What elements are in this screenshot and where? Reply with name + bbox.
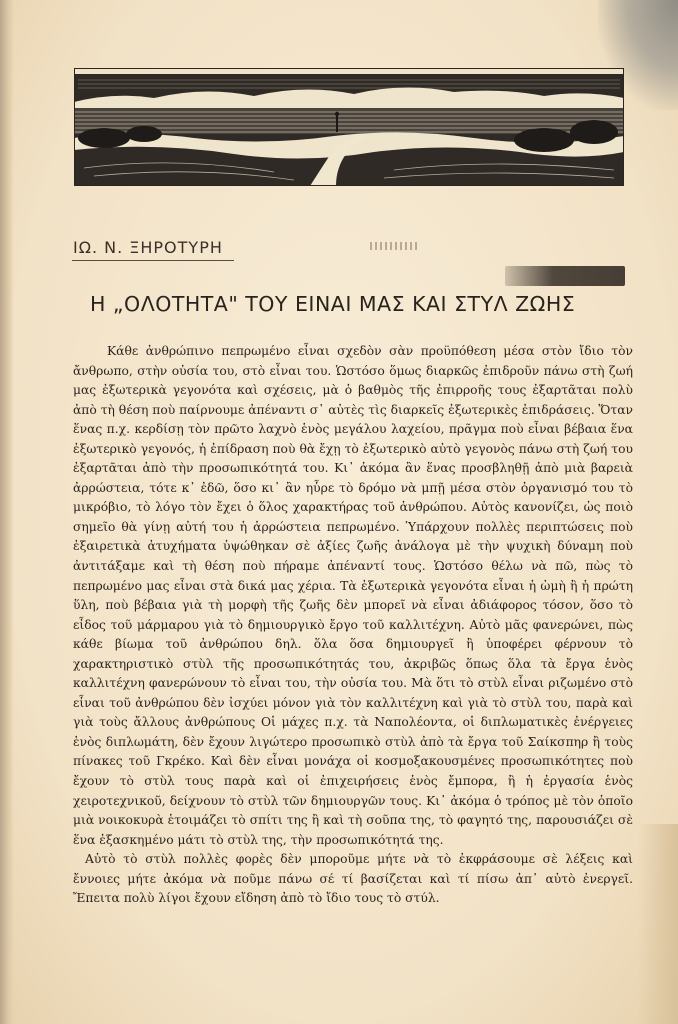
- author-underline: [72, 260, 234, 261]
- article-author: ΙΩ. Ν. ΞΗΡΟΤΥΡΗ: [73, 238, 223, 257]
- article-title: Η „ΟΛΟΤΗΤΑ" ΤΟΥ ΕΙΝΑΙ ΜΑΣ ΚΑΙ ΣΤΥΛ ΖΩΗΣ: [90, 292, 576, 316]
- article-body: [73, 342, 633, 909]
- page-edge-shadow: [0, 0, 14, 1024]
- ink-smudge: [505, 266, 625, 286]
- paragraph: Κάθε ἀνθρώπινο πεπρωμένο εἶναι σχεδὸν σὰν προϋπόθεση μέσα στὸν ἴδιο τὸν ἄνθρωπο, στὴν οὐσία του, στὸ εἶναι του. Ὡστόσο ὅμως διαρκῶς ἐπιδροῦν πάνω στὴ ζωή μας ἐξωτερικὰ γεγονότα καὶ σχέσεις, μὰ ὁ βαθμὸς τῆς ἐπιρροῆς τους ἐξαρτᾶται πολὺ ἀπὸ τὴ θέση ποὺ παίρνουμε ἀπέναντι σ᾽ αὐτὲς τὶς διαρκεῖς ἐξωτερικὲς ἐπιδράσεις. Ὅταν ἕνας π.χ. κερδίσῃ τὸν πρῶτο λαχνὸ ἑνὸς μεγάλου λαχείου, πρᾶγμα ποὺ εἶναι βέβαια ἕνα ἐξωτερικὸ γεγονός, ἡ ἐπίδραση ποὺ θὰ ἔχῃ τὸ ἐξωτερικὸ αὐτὸ γεγονὸς πάνω στὴ ζωή του ἐξαρτᾶται ἀπὸ τὴν προσωπικότητά του. Κι᾽ ἀκόμα ἂν ἕνας προσβληθῇ ἀπὸ μιὰ βαρειὰ ἀρρώστεια, τότε κ᾽ ἐδῶ, ὅσο κι᾽ ἂν ηὗρε τὸ δρόμο νὰ μπῇ μέσα στὸν ὀργανισμό του τὸ μικρόβιο, τὸ λόγο τὸν ἔχει ὁ ὅλος χαρακτήρας τοῦ ἀνθρώπου. Αὐτὸς κανονίζει, ὡς ποιὸ σημεῖο θὰ γίνῃ αὐτή του ἡ ἀρρώστεια πεπρωμένο. Ὑπάρχουν πολλὲς περιπτώσεις ποὺ ἐξαιρετικὰ ἀτυχήματα ὑψώθηκαν σὲ ἀξίες ζωῆς ἀνάλογα μὲ τὴν ψυχικὴ δύναμη ποὺ ἀντιτάξαμε καὶ τὴ θέση ποὺ πήραμε ἀπέναντί τους. Ὡστόσο θέλω νὰ πῶ, πὼς τὸ πεπρωμένο μας εἶναι στὰ δικά μας χέρια. Τὰ ἐξωτερικὰ γεγονότα εἶναι ἡ ὠμὴ ἢ ἡ πρώτη ὕλη, ποὺ βέβαια γιὰ τὴ μορφὴ τῆς ζωῆς δὲν μπορεῖ νὰ εἶναι ἀδιάφορος τόσον, ὅσο τὸ εἶδος τοῦ μάρμαρου γιὰ τὸ δημιουργικὸ ἔργο τοῦ καλλιτέχνη. Αὐτὸ μᾶς φανερώνει, πὼς κάθε βίωμα τοῦ ἀνθρώπου δηλ. ὅλα ὅσα δημιουργεῖ ἢ ὑποφέρει φέρνουν τὸ χαρακτηριστικὸ στὺλ τῆς προσωπικότητάς του, ἀκριβῶς ὅπως ὅλα τὰ ἔργα ἑνὸς καλλιτέχνη φανερώνουν τὸ εἶναι του, τὴν οὐσία του. Μὰ ὅτι τὸ στὺλ εἶναι ριζωμένο στὸ εἶναι τοῦ ἀνθρώπου δὲν ἰσχύει μόνον γιὰ τὸν καλλιτέχνη καὶ γιὰ τὸ στὺλ του, παρὰ καὶ γιὰ τοὺς ἄλλους ἀνθρώπους Οἱ μάχες π.χ. τὰ Ναπολέοντα, οἱ διπλωματικὲς ἐνέργειες ἑνὸς διπλωμάτη, δὲν ἔχουν λιγώτερο προσωπικὸ στὺλ ἀπὸ τὰ ἔργα τοῦ Σαίκσπηρ ἢ τοὺς πίνακες τοῦ Γκρέκο. Καὶ δὲν εἶναι μονάχα οἱ κοσμοξακουσμένες προσωπικότητες ποὺ ἔχουν τὸ στὺλ τους παρὰ καὶ οἱ ἐπιχειρήσεις ἑνὸς ἔμπορα, ἢ ἡ ἐργασία ἑνὸς χειροτεχνικοῦ, δείχνουν τὸ στὺλ τῶν δημιουργῶν τους. Κι᾽ ἀκόμα ὁ τρόπος μὲ τὸν ὁποῖο μιὰ νοικοκυρὰ ἑτοιμάζει τὸ σπίτι της ἢ καὶ τὴ σοῦπα της, τὸ φαγητό της, παρουσιάζει σὲ ἕνα ἐξασκημένο μάτι τὸ στὺλ της, τὴν προσωπικότητά της.: [73, 344, 633, 847]
- print-speckle: [370, 242, 420, 250]
- landscape-vignette-illustration: [74, 68, 624, 186]
- paragraph: Αὐτὸ τὸ στὺλ πολλὲς φορὲς δὲν μποροῦμε μήτε νὰ τὸ ἐκφράσουμε σὲ λέξεις καὶ ἔννοιες μήτε ἀκόμα νὰ ποῦμε πάνω σέ τί βασίζεται καὶ τί πίσω ἀπ᾽ αὐτὸ ἐνεργεῖ. Ἔπειτα πολὺ λίγοι ἔχουν εἴδηση ἀπὸ τὸ ἴδιο τους τὸ στύλ.: [73, 852, 633, 906]
- page-edge-stain: [638, 824, 678, 1024]
